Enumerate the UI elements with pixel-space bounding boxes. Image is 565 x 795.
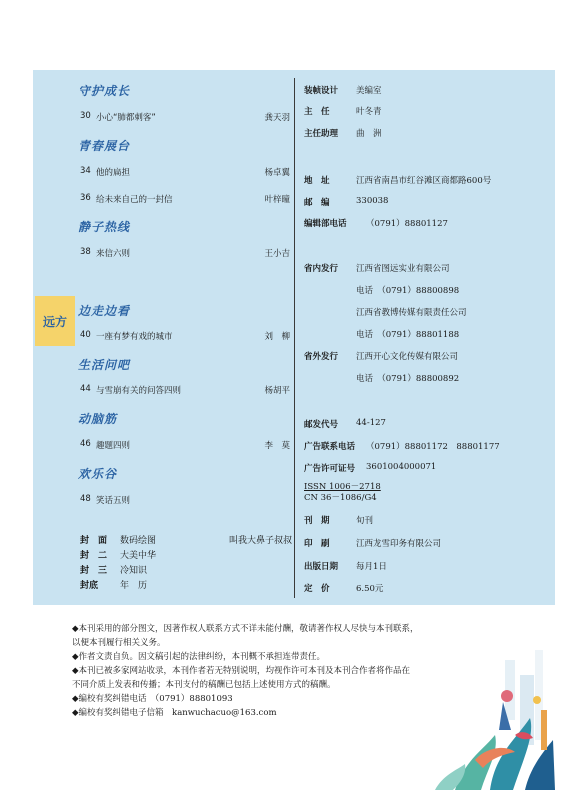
toc-entry[interactable] (80, 494, 290, 508)
notice-line: ◆本刊采用的部分图文，因著作权人联系方式不详未能付酬，敬请著作权人尽快与本刊联系， (72, 624, 419, 634)
page-number: 38 (80, 247, 91, 257)
page-number: 30 (80, 111, 91, 121)
section-heading: 欢乐谷 (78, 467, 118, 481)
info-outer-phone (304, 372, 549, 386)
page-number: 36 (80, 193, 91, 203)
info-value: （0791）88801172 88801177 (366, 442, 500, 452)
info-phone (304, 217, 549, 231)
side-tag: 远方 (35, 296, 75, 346)
toc-entry[interactable] (80, 166, 290, 180)
page-number: 34 (80, 166, 91, 176)
info-address (304, 174, 549, 188)
article-title: 他的扁担 (96, 168, 131, 178)
article-title: 给未来自己的一封信 (96, 195, 173, 205)
cover-credit (80, 563, 292, 577)
article-title: 趣题四则 (96, 441, 131, 451)
info-value: 江西龙雪印务有限公司 (356, 539, 442, 549)
notice-line: ◆编校有奖纠错电子信箱 kanwuchacuo@163.com (72, 708, 277, 718)
page-number: 46 (80, 439, 91, 449)
cn-number: CN 36－1086/G4 (304, 493, 377, 503)
cover-credit (80, 548, 292, 562)
info-value: 330038 (356, 196, 389, 206)
toc-entry[interactable] (80, 439, 290, 453)
info-value: 曲 洲 (356, 129, 382, 139)
cover-label: 封 面 (80, 536, 108, 546)
info-postcode (304, 196, 549, 210)
notice-line: 以便本刊履行相关义务。 (72, 638, 166, 648)
section-heading: 动脑筋 (78, 412, 118, 426)
cover-artist: 叫我大鼻子叔叔 (228, 536, 292, 546)
info-ad-license (304, 462, 549, 476)
info-domestic-phone (304, 284, 549, 298)
info-postal-code (304, 418, 549, 432)
info-value: 44-127 (356, 418, 386, 428)
cover-label: 封底 (80, 581, 99, 591)
info-editor (304, 105, 549, 119)
info-value: 美编室 (356, 86, 382, 96)
info-outer (304, 350, 549, 364)
cover-label: 封 三 (80, 566, 108, 576)
section-heading: 边走边看 (78, 304, 131, 318)
issn-block (304, 482, 381, 504)
cover-value: 冷知识 (120, 566, 148, 576)
distributor-phone: 电话 （0791）88800898 (356, 286, 460, 296)
info-label: 定 价 (304, 584, 330, 594)
decorative-illustration (395, 640, 555, 790)
info-domestic-2 (304, 306, 549, 320)
cover-label: 封 二 (80, 551, 108, 561)
info-label: 印 刷 (304, 539, 330, 549)
info-label: 邮 编 (304, 198, 330, 208)
notice-line: ◆本刊已被多家网站收录，本刊作者若无特别说明，均视作许可本刊及本刊合作者将作品在 (72, 666, 411, 676)
info-value: 每月1日 (356, 562, 387, 572)
info-label: 编辑部电话 (304, 219, 347, 229)
page-number: 44 (80, 384, 91, 394)
info-design (304, 84, 549, 98)
cover-value: 年 历 (120, 581, 148, 591)
article-title: 来信六则 (96, 249, 131, 259)
article-author: 王小吉 (264, 249, 290, 259)
article-author: 李 莫 (264, 441, 290, 451)
toc-entry[interactable] (80, 330, 290, 344)
article-author: 杨胡平 (264, 386, 290, 396)
info-label: 出版日期 (304, 562, 339, 572)
distributor-phone: 电话 （0791）88800892 (356, 374, 460, 384)
toc-entry[interactable] (80, 111, 290, 125)
info-label: 省外发行 (304, 352, 339, 362)
article-author: 刘 柳 (264, 332, 290, 342)
distributor-name: 江西开心文化传媒有限公司 (356, 352, 459, 362)
article-title: 与雪崩有关的问答四则 (96, 386, 182, 396)
info-label: 主 任 (304, 107, 330, 117)
page-number: 48 (80, 494, 91, 504)
notice-line: ◆编校有奖纠错电话 （0791）88801093 (72, 694, 233, 704)
info-period (304, 514, 549, 528)
info-label: 主任助理 (304, 129, 339, 139)
section-heading: 生活问吧 (78, 358, 131, 372)
info-printer (304, 537, 549, 551)
info-value: 旬刊 (356, 516, 374, 526)
info-domestic (304, 262, 549, 276)
distributor-phone: 电话 （0791）88801188 (356, 330, 460, 340)
article-author: 叶梓曈 (264, 195, 290, 205)
article-author: 龚天羽 (264, 113, 290, 123)
info-label: 省内发行 (304, 264, 339, 274)
info-value: （0791）88801127 (366, 219, 448, 229)
info-value: 叶冬青 (356, 107, 382, 117)
info-value: 6.50元 (356, 584, 384, 594)
info-price (304, 582, 549, 596)
info-pub-date (304, 560, 549, 574)
column-divider (294, 78, 295, 598)
cover-value: 大美中华 (120, 551, 157, 561)
cover-value: 数码绘图 (120, 536, 157, 546)
info-label: 地 址 (304, 176, 330, 186)
toc-entry[interactable] (80, 193, 290, 207)
notice-line: 不同介质上发表和传播；本刊支付的稿酬已包括上述使用方式的稿酬。 (72, 680, 336, 690)
section-heading: 静子热线 (78, 220, 131, 234)
info-label: 广告联系电话 (304, 442, 356, 452)
info-ad-phone (304, 440, 549, 454)
info-value: 江西省南昌市红谷滩区商都路600号 (356, 176, 492, 186)
info-label: 广告许可证号 (304, 464, 356, 474)
toc-entry[interactable] (80, 384, 290, 398)
info-label: 邮发代号 (304, 420, 339, 430)
section-heading: 守护成长 (78, 84, 131, 98)
info-label: 刊 期 (304, 516, 330, 526)
info-value: 3601004000071 (366, 462, 437, 472)
toc-entry[interactable] (80, 247, 290, 261)
notice-line: ◆作者文责自负。因文稿引起的法律纠纷，本刊概不承担连带责任。 (72, 652, 326, 662)
article-author: 杨卓翼 (264, 168, 290, 178)
distributor-name: 江西省图远实业有限公司 (356, 264, 450, 274)
article-title: 笑话五则 (96, 496, 131, 506)
distributor-name: 江西省教博传媒有限责任公司 (356, 308, 467, 318)
article-title: 小心“肺都刺客” (96, 113, 156, 123)
cover-credit (80, 533, 292, 547)
info-label: 装帧设计 (304, 86, 339, 96)
cover-credit (80, 578, 292, 592)
issn: ISSN 1006－2718 (304, 482, 381, 492)
article-title: 一座有梦有戏的城市 (96, 332, 173, 342)
section-heading: 青春展台 (78, 139, 131, 153)
page-number: 40 (80, 330, 91, 340)
info-assistant (304, 127, 549, 141)
info-domestic-phone-2 (304, 328, 549, 342)
